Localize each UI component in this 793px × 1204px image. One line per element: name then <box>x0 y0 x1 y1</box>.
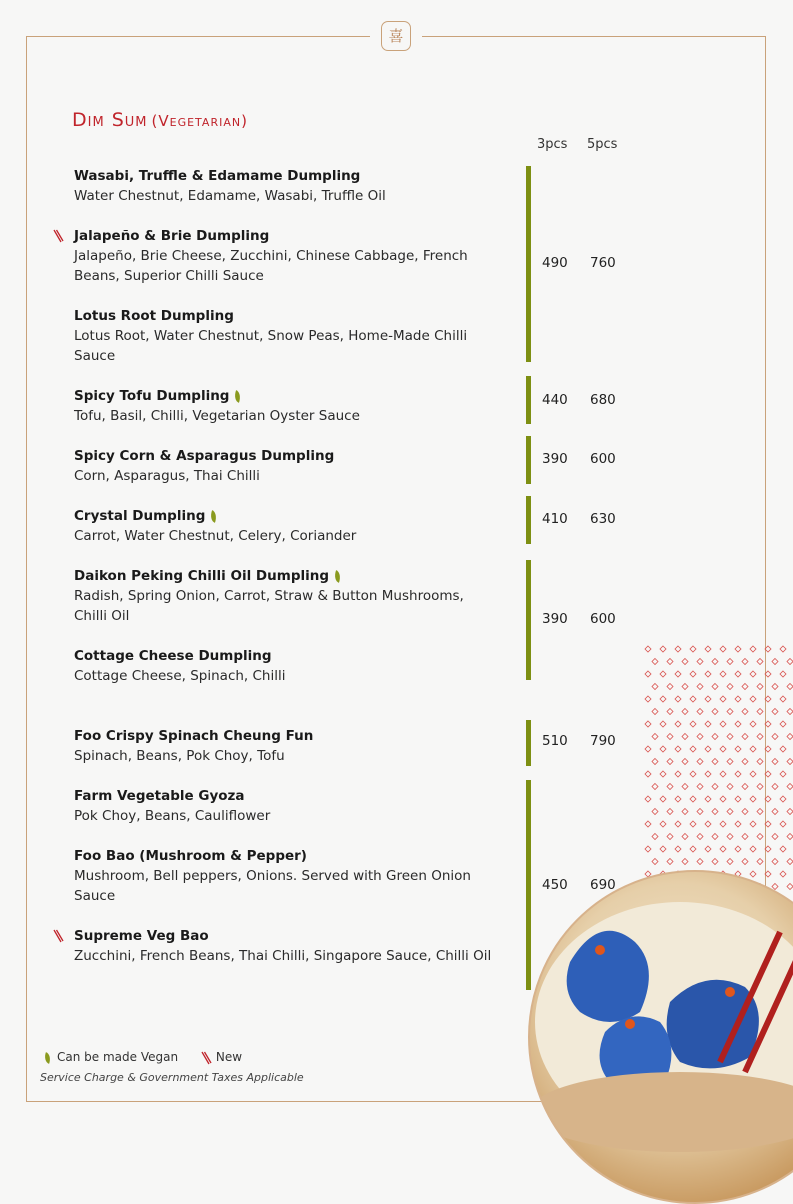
pattern-diamond <box>757 659 763 665</box>
chili-icon <box>52 229 64 243</box>
pattern-diamond <box>757 859 763 865</box>
pattern-diamond <box>727 759 733 765</box>
pattern-diamond <box>757 709 763 715</box>
pattern-diamond <box>735 696 741 702</box>
section-title-sub: (Vegetarian) <box>151 112 248 130</box>
pattern-diamond <box>720 671 726 677</box>
pattern-diamond <box>735 821 741 827</box>
pattern-diamond <box>742 859 748 865</box>
pattern-diamond <box>787 884 793 890</box>
pattern-diamond <box>727 734 733 740</box>
item-name: Foo Crispy Spinach Cheung Fun <box>74 728 314 744</box>
pattern-diamond <box>690 721 696 727</box>
menu-item <box>74 726 494 766</box>
pattern-diamond <box>690 646 696 652</box>
price-5pcs: 600 <box>590 451 616 467</box>
pattern-diamond <box>675 821 681 827</box>
pattern-diamond <box>780 746 786 752</box>
pattern-diamond <box>750 721 756 727</box>
pattern-diamond <box>652 684 658 690</box>
pattern-diamond <box>780 646 786 652</box>
menu-item <box>74 306 494 366</box>
pattern-diamond <box>765 746 771 752</box>
pattern-diamond <box>697 834 703 840</box>
pattern-diamond <box>757 734 763 740</box>
item-name: Jalapeño & Brie Dumpling <box>74 228 270 244</box>
pattern-diamond <box>742 809 748 815</box>
pattern-diamond <box>645 646 651 652</box>
item-description: Lotus Root, Water Chestnut, Snow Peas, Home-Made Chilli Sauce <box>74 328 468 364</box>
pattern-diamond <box>780 671 786 677</box>
price-5pcs: 600 <box>590 611 616 627</box>
vegan-leaf-icon <box>233 390 243 403</box>
pattern-diamond <box>735 646 741 652</box>
pattern-diamond <box>727 784 733 790</box>
pattern-diamond <box>690 696 696 702</box>
pattern-diamond <box>712 859 718 865</box>
pattern-diamond <box>697 709 703 715</box>
pattern-diamond <box>660 721 666 727</box>
pattern-diamond <box>720 721 726 727</box>
pattern-diamond <box>697 859 703 865</box>
pattern-diamond <box>735 746 741 752</box>
pattern-diamond <box>645 746 651 752</box>
pattern-diamond <box>675 671 681 677</box>
pattern-diamond <box>742 684 748 690</box>
pattern-diamond <box>720 696 726 702</box>
legend-new <box>200 1050 242 1064</box>
pattern-diamond <box>675 771 681 777</box>
item-name: Spicy Tofu Dumpling <box>74 386 494 406</box>
pattern-diamond <box>727 684 733 690</box>
pattern-diamond <box>750 671 756 677</box>
price-group-bar <box>526 376 531 424</box>
pattern-diamond <box>787 734 793 740</box>
item-description: Jalapeño, Brie Cheese, Zucchini, Chinese Cabbage, French Beans, Superior Chilli Sauce <box>74 248 468 284</box>
pattern-diamond <box>697 734 703 740</box>
menu-item <box>74 846 494 906</box>
pattern-diamond <box>787 809 793 815</box>
menu-item <box>74 926 494 966</box>
pattern-diamond <box>765 696 771 702</box>
pattern-diamond <box>720 746 726 752</box>
pattern-diamond <box>772 759 778 765</box>
price-3pcs: 440 <box>542 392 568 408</box>
pattern-diamond <box>660 646 666 652</box>
pattern-diamond <box>780 871 786 877</box>
price-group-bar <box>526 720 531 766</box>
pattern-diamond <box>742 709 748 715</box>
pattern-diamond <box>705 646 711 652</box>
price-group-bar <box>526 780 531 990</box>
pattern-diamond <box>660 696 666 702</box>
price-3pcs: 390 <box>542 451 568 467</box>
price-group-bar <box>526 496 531 544</box>
pattern-diamond <box>667 859 673 865</box>
item-description: Mushroom, Bell peppers, Onions. Served with Green Onion Sauce <box>74 868 471 904</box>
pattern-diamond <box>757 809 763 815</box>
item-description: Zucchini, French Beans, Thai Chilli, Singapore Sauce, Chilli Oil <box>74 948 492 964</box>
pattern-diamond <box>682 859 688 865</box>
pattern-diamond <box>750 696 756 702</box>
pattern-diamond <box>660 746 666 752</box>
legend <box>44 1050 242 1065</box>
item-description: Corn, Asparagus, Thai Chilli <box>74 468 260 484</box>
vegan-leaf-icon <box>209 510 219 523</box>
pattern-diamond <box>712 659 718 665</box>
price-5pcs: 760 <box>590 255 616 271</box>
pattern-diamond <box>645 821 651 827</box>
pattern-diamond <box>667 834 673 840</box>
item-name: Supreme Veg Bao <box>74 928 209 944</box>
service-charge-note: Service Charge & Government Taxes Applicable <box>40 1071 304 1084</box>
pattern-diamond <box>660 821 666 827</box>
pattern-diamond <box>772 834 778 840</box>
pattern-diamond <box>787 859 793 865</box>
price-5pcs: 790 <box>590 733 616 749</box>
pattern-diamond <box>675 696 681 702</box>
pattern-diamond <box>682 709 688 715</box>
pattern-diamond <box>765 821 771 827</box>
pattern-diamond <box>675 796 681 802</box>
pattern-diamond <box>660 771 666 777</box>
pattern-diamond <box>772 709 778 715</box>
pattern-diamond <box>735 721 741 727</box>
pattern-diamond <box>727 834 733 840</box>
pattern-diamond <box>652 834 658 840</box>
pattern-diamond <box>765 871 771 877</box>
pattern-diamond <box>712 834 718 840</box>
pattern-diamond <box>675 746 681 752</box>
price-3pcs: 390 <box>542 611 568 627</box>
pattern-diamond <box>750 646 756 652</box>
legend-vegan-label: Can be made Vegan <box>57 1050 179 1064</box>
pattern-diamond <box>750 821 756 827</box>
pattern-diamond <box>682 684 688 690</box>
pattern-diamond <box>675 646 681 652</box>
pattern-diamond <box>712 709 718 715</box>
pattern-diamond <box>727 659 733 665</box>
vegan-leaf-icon <box>332 570 342 583</box>
pattern-diamond <box>742 734 748 740</box>
pattern-diamond <box>652 859 658 865</box>
legend-new-label: New <box>215 1050 243 1064</box>
pattern-diamond <box>705 746 711 752</box>
pattern-diamond <box>682 834 688 840</box>
item-name: Lotus Root Dumpling <box>74 308 234 324</box>
pattern-diamond <box>742 659 748 665</box>
chili-icon <box>200 1051 212 1065</box>
menu-item <box>74 566 494 626</box>
pattern-diamond <box>667 709 673 715</box>
pattern-diamond <box>712 684 718 690</box>
item-name: Spicy Corn & Asparagus Dumpling <box>74 448 335 464</box>
pattern-diamond <box>645 771 651 777</box>
pattern-diamond <box>780 721 786 727</box>
pattern-diamond <box>742 784 748 790</box>
menu-item <box>74 166 494 206</box>
price-5pcs: 690 <box>590 877 616 893</box>
item-name: Crystal Dumpling <box>74 506 494 526</box>
menu-item <box>74 646 494 686</box>
pattern-diamond <box>787 834 793 840</box>
pattern-diamond <box>720 796 726 802</box>
pattern-diamond <box>735 846 741 852</box>
menu-item <box>74 786 494 826</box>
item-name: Foo Bao (Mushroom & Pepper) <box>74 848 307 864</box>
item-description: Water Chestnut, Edamame, Wasabi, Truffle Oil <box>74 188 386 204</box>
price-group-bar <box>526 560 531 680</box>
column-header-3pcs: 3pcs <box>537 137 568 152</box>
pattern-diamond <box>772 784 778 790</box>
pattern-diamond <box>772 734 778 740</box>
pattern-diamond <box>697 809 703 815</box>
pattern-diamond <box>705 696 711 702</box>
pattern-diamond <box>772 684 778 690</box>
pattern-diamond <box>780 846 786 852</box>
pattern-diamond <box>645 696 651 702</box>
pattern-diamond <box>780 771 786 777</box>
pattern-diamond <box>690 771 696 777</box>
pattern-diamond <box>712 809 718 815</box>
item-description: Spinach, Beans, Pok Choy, Tofu <box>74 748 285 764</box>
item-description: Tofu, Basil, Chilli, Vegetarian Oyster Sauce <box>74 408 360 424</box>
item-name: Daikon Peking Chilli Oil Dumpling <box>74 566 494 586</box>
item-name: Cottage Cheese Dumpling <box>74 648 272 664</box>
pattern-diamond <box>750 746 756 752</box>
pattern-diamond <box>667 734 673 740</box>
pattern-diamond <box>705 846 711 852</box>
pattern-diamond <box>652 734 658 740</box>
pattern-diamond <box>667 809 673 815</box>
pattern-diamond <box>645 846 651 852</box>
pattern-diamond <box>735 796 741 802</box>
pattern-diamond <box>727 709 733 715</box>
pattern-diamond <box>675 846 681 852</box>
section-title-main: Dim Sum <box>72 109 148 131</box>
pattern-diamond <box>757 759 763 765</box>
pattern-diamond <box>742 834 748 840</box>
pattern-diamond <box>765 721 771 727</box>
pattern-diamond <box>660 796 666 802</box>
pattern-diamond <box>697 659 703 665</box>
pattern-diamond <box>787 659 793 665</box>
pattern-diamond <box>667 659 673 665</box>
pattern-diamond <box>787 759 793 765</box>
pattern-diamond <box>735 671 741 677</box>
item-description: Cottage Cheese, Spinach, Chilli <box>74 668 286 684</box>
item-description: Radish, Spring Onion, Carrot, Straw & Button Mushrooms, Chilli Oil <box>74 588 464 624</box>
menu-item <box>74 506 494 546</box>
pattern-diamond <box>750 771 756 777</box>
price-3pcs: 510 <box>542 733 568 749</box>
pattern-diamond <box>727 859 733 865</box>
pattern-diamond <box>682 784 688 790</box>
pattern-diamond <box>765 671 771 677</box>
menu-item <box>74 386 494 426</box>
pattern-diamond <box>660 671 666 677</box>
pattern-diamond <box>765 846 771 852</box>
pattern-diamond <box>720 771 726 777</box>
price-5pcs: 680 <box>590 392 616 408</box>
pattern-diamond <box>757 684 763 690</box>
item-description: Pok Choy, Beans, Cauliflower <box>74 808 271 824</box>
vegan-leaf-icon <box>43 1052 53 1064</box>
pattern-diamond <box>720 846 726 852</box>
pattern-diamond <box>697 784 703 790</box>
pattern-diamond <box>652 784 658 790</box>
pattern-diamond <box>787 684 793 690</box>
chili-icon <box>52 929 64 943</box>
pattern-diamond <box>720 646 726 652</box>
pattern-diamond <box>712 784 718 790</box>
pattern-diamond <box>772 809 778 815</box>
section-title <box>72 109 248 131</box>
pattern-diamond <box>750 846 756 852</box>
pattern-diamond <box>675 721 681 727</box>
pattern-diamond <box>682 759 688 765</box>
price-3pcs: 490 <box>542 255 568 271</box>
pattern-diamond <box>690 821 696 827</box>
pattern-diamond <box>765 646 771 652</box>
pattern-diamond <box>780 696 786 702</box>
pattern-diamond <box>757 784 763 790</box>
pattern-diamond <box>780 796 786 802</box>
pattern-diamond <box>765 796 771 802</box>
pattern-diamond <box>750 871 756 877</box>
menu-item <box>74 226 494 286</box>
pattern-diamond <box>720 821 726 827</box>
pattern-diamond <box>705 721 711 727</box>
pattern-diamond <box>660 846 666 852</box>
pattern-diamond <box>712 759 718 765</box>
pattern-diamond <box>667 684 673 690</box>
pattern-diamond <box>705 796 711 802</box>
pattern-diamond <box>727 809 733 815</box>
diamond-pattern <box>644 645 793 895</box>
pattern-diamond <box>787 784 793 790</box>
pattern-diamond <box>690 796 696 802</box>
pattern-diamond <box>705 771 711 777</box>
price-3pcs: 450 <box>542 877 568 893</box>
pattern-diamond <box>712 734 718 740</box>
item-name: Farm Vegetable Gyoza <box>74 788 245 804</box>
pattern-diamond <box>652 659 658 665</box>
pattern-diamond <box>690 671 696 677</box>
price-group-bar <box>526 436 531 484</box>
pattern-diamond <box>705 821 711 827</box>
item-description: Carrot, Water Chestnut, Celery, Coriander <box>74 528 357 544</box>
pattern-diamond <box>652 809 658 815</box>
pattern-diamond <box>705 671 711 677</box>
pattern-diamond <box>645 721 651 727</box>
price-3pcs: 410 <box>542 511 568 527</box>
pattern-diamond <box>667 759 673 765</box>
pattern-diamond <box>787 709 793 715</box>
pattern-diamond <box>690 746 696 752</box>
pattern-diamond <box>757 834 763 840</box>
pattern-diamond <box>742 759 748 765</box>
pattern-diamond <box>682 809 688 815</box>
pattern-diamond <box>697 684 703 690</box>
pattern-diamond <box>652 709 658 715</box>
pattern-diamond <box>682 734 688 740</box>
pattern-diamond <box>780 821 786 827</box>
pattern-diamond <box>750 796 756 802</box>
pattern-diamond <box>667 784 673 790</box>
menu-item <box>74 446 494 486</box>
pattern-diamond <box>645 671 651 677</box>
price-5pcs: 630 <box>590 511 616 527</box>
pattern-diamond <box>772 659 778 665</box>
pattern-diamond <box>690 846 696 852</box>
crest-logo: 喜 <box>381 21 411 51</box>
item-name: Wasabi, Truffle & Edamame Dumpling <box>74 168 361 184</box>
price-group-bar <box>526 166 531 362</box>
pattern-diamond <box>652 759 658 765</box>
pattern-diamond <box>765 771 771 777</box>
pattern-diamond <box>772 859 778 865</box>
pattern-diamond <box>735 771 741 777</box>
pattern-diamond <box>645 796 651 802</box>
column-header-5pcs: 5pcs <box>587 137 618 152</box>
pattern-diamond <box>682 659 688 665</box>
pattern-diamond <box>697 759 703 765</box>
